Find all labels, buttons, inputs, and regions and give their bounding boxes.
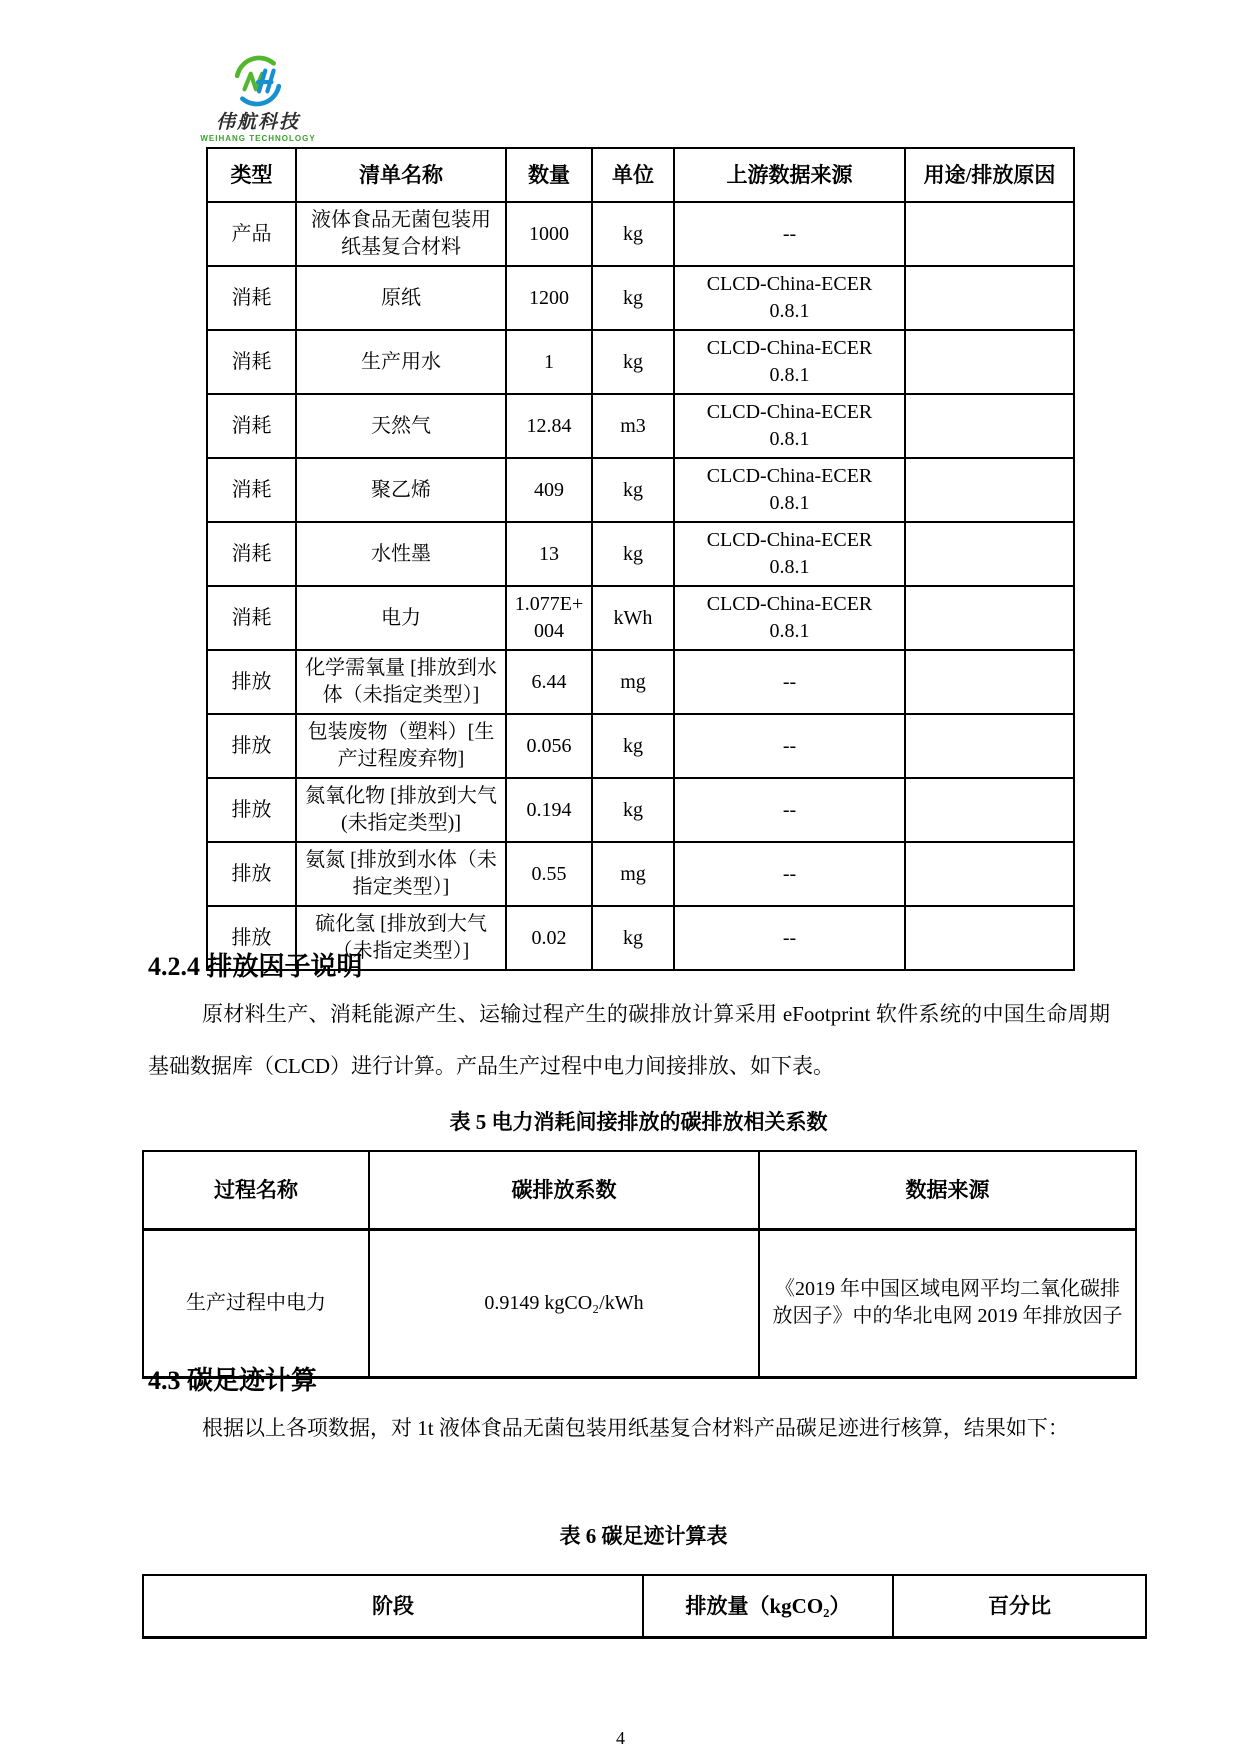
cell-unit: m3 [592,394,674,458]
cell-item-name: 硫化氢 [排放到大气（未指定类型）] [296,906,506,970]
cell-item-name: 氨氮 [排放到水体（未指定类型）] [296,842,506,906]
cell-item-name: 液体食品无菌包装用纸基复合材料 [296,202,506,266]
cell-usage-reason [905,586,1074,650]
cell-usage-reason [905,650,1074,714]
cell-type: 消耗 [207,522,296,586]
cell-type: 消耗 [207,266,296,330]
cell-type: 消耗 [207,458,296,522]
cell-quantity: 1000 [506,202,592,266]
cell-quantity: 0.55 [506,842,592,906]
table-row [207,842,1074,906]
table-row [207,458,1074,522]
cell-type: 消耗 [207,586,296,650]
cell-data-source: 《2019 年中国区域电网平均二氧化碳排放因子》中的华北电网 2019 年排放因子 [759,1229,1136,1377]
table-row [207,586,1074,650]
cell-item-name: 电力 [296,586,506,650]
logo-company-name: 伟航科技 [215,112,300,133]
cell-upstream-source: -- [674,202,905,266]
cell-item-name: 生产用水 [296,330,506,394]
cell-unit: mg [592,650,674,714]
page-number: 4 [616,1728,625,1748]
cell-usage-reason [905,842,1074,906]
inventory-table [206,147,1075,971]
cell-item-name: 原纸 [296,266,506,330]
col-usage-reason: 用途/排放原因 [905,148,1074,202]
cell-quantity: 0.056 [506,714,592,778]
col-upstream-source: 上游数据来源 [674,148,905,202]
cell-quantity: 1.077E+004 [506,586,592,650]
col-emission-factor: 碳排放系数 [369,1151,759,1229]
cell-unit: mg [592,842,674,906]
cell-item-name: 氮氧化物 [排放到大气(未指定类型)] [296,778,506,842]
cell-upstream-source: CLCD-China-ECER 0.8.1 [674,330,905,394]
table-row [207,522,1074,586]
factor-table-header [143,1151,1136,1229]
cell-upstream-source: -- [674,650,905,714]
cell-unit: kWh [592,586,674,650]
cell-usage-reason [905,906,1074,970]
cell-item-name: 包装废物（塑料）[生产过程废弃物] [296,714,506,778]
cell-unit: kg [592,266,674,330]
cell-item-name: 化学需氧量 [排放到水体（未指定类型）] [296,650,506,714]
cell-upstream-source: CLCD-China-ECER 0.8.1 [674,458,905,522]
table-row [207,778,1074,842]
col-process-name: 过程名称 [143,1151,369,1229]
cell-upstream-source: -- [674,842,905,906]
col-item-name: 清单名称 [296,148,506,202]
cell-quantity: 409 [506,458,592,522]
cell-upstream-source: CLCD-China-ECER 0.8.1 [674,522,905,586]
cell-upstream-source: -- [674,906,905,970]
cell-item-name: 水性墨 [296,522,506,586]
cell-type: 消耗 [207,394,296,458]
col-emission-amount: 排放量（kgCO₂） [643,1575,893,1637]
cell-quantity: 0.02 [506,906,592,970]
cell-quantity: 13 [506,522,592,586]
col-quantity: 数量 [506,148,592,202]
cell-unit: kg [592,778,674,842]
cell-usage-reason [905,330,1074,394]
cell-unit: kg [592,522,674,586]
cell-usage-reason [905,714,1074,778]
table-row [207,330,1074,394]
cell-usage-reason [905,522,1074,586]
cell-upstream-source: CLCD-China-ECER 0.8.1 [674,266,905,330]
cell-emission-factor: 0.9149 kgCO₂/kWh [369,1229,759,1377]
cell-unit: kg [592,458,674,522]
table-row [207,202,1074,266]
table5-caption: 表 5 电力消耗间接排放的碳排放相关系数 [449,1110,828,1134]
section-424-paragraph: 原材料生产、消耗能源产生、运输过程产生的碳排放计算采用 eFootprint 软件系统的中国生命周期基础数据库（CLCD）进行计算。产品生产过程中电力间接排放、如下表。 [148,1002,1110,1078]
table-row [143,1229,1136,1377]
col-unit: 单位 [592,148,674,202]
table-row [207,266,1074,330]
col-stage: 阶段 [143,1575,643,1637]
col-type: 类型 [207,148,296,202]
table-row [207,394,1074,458]
cell-quantity: 0.194 [506,778,592,842]
inventory-table-header [207,148,1074,202]
cell-usage-reason [905,266,1074,330]
cell-usage-reason [905,202,1074,266]
cell-quantity: 1200 [506,266,592,330]
cell-item-name: 天然气 [296,394,506,458]
cell-type: 消耗 [207,330,296,394]
cell-type: 排放 [207,714,296,778]
cell-type: 排放 [207,778,296,842]
cell-quantity: 12.84 [506,394,592,458]
col-percentage: 百分比 [893,1575,1146,1637]
cell-upstream-source: CLCD-China-ECER 0.8.1 [674,394,905,458]
company-logo [198,55,318,143]
footprint-table-header [143,1575,1146,1637]
cell-upstream-source: CLCD-China-ECER 0.8.1 [674,586,905,650]
cell-type: 排放 [207,650,296,714]
table-row [207,650,1074,714]
cell-unit: kg [592,714,674,778]
section-43-paragraph: 根据以上各项数据，对 1t 液体食品无菌包装用纸基复合材料产品碳足迹进行核算，结果如下： [202,1416,1069,1440]
cell-process-name: 生产过程中电力 [143,1229,369,1377]
cell-unit: kg [592,330,674,394]
logo-circle-icon [232,55,284,107]
section-heading-43: 4.3 碳足迹计算 [148,1366,318,1395]
footprint-table [142,1574,1147,1639]
cell-quantity: 1 [506,330,592,394]
cell-upstream-source: -- [674,714,905,778]
cell-type: 排放 [207,906,296,970]
table-row [207,714,1074,778]
cell-usage-reason [905,394,1074,458]
cell-quantity: 6.44 [506,650,592,714]
table6-caption: 表 6 碳足迹计算表 [559,1524,728,1548]
logo-company-name-en: WEIHANG TECHNOLOGY [200,134,316,143]
cell-type: 产品 [207,202,296,266]
cell-item-name: 聚乙烯 [296,458,506,522]
cell-type: 排放 [207,842,296,906]
col-data-source: 数据来源 [759,1151,1136,1229]
cell-upstream-source: -- [674,778,905,842]
emission-factor-table [142,1150,1137,1379]
cell-unit: kg [592,906,674,970]
cell-usage-reason [905,778,1074,842]
section-heading-424: 4.2.4 排放因子说明 [148,952,363,981]
cell-unit: kg [592,202,674,266]
cell-usage-reason [905,458,1074,522]
